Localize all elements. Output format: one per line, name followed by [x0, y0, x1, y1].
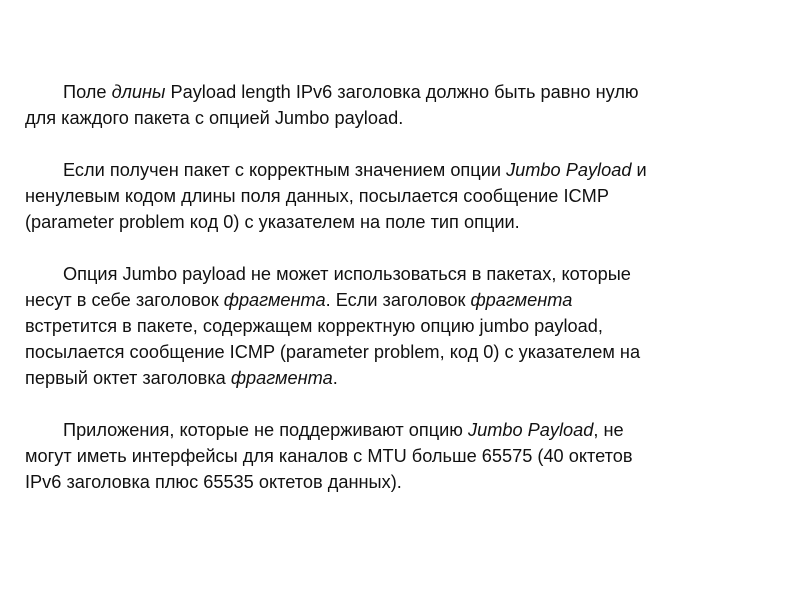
italic-text: Jumbo Payload	[467, 420, 594, 440]
text-segment: Payload length IPv6 заголовка должно быть равно нулю	[165, 82, 639, 102]
text-segment: IPv6 заголовка плюс 65535 октетов данных).	[25, 472, 402, 492]
text-line	[25, 105, 785, 131]
text-segment: для каждого пакета с опцией Jumbo payload.	[25, 108, 404, 128]
paragraph-4	[25, 417, 785, 495]
italic-text: Jumbo Payload	[506, 160, 632, 180]
paragraph-3	[25, 261, 785, 391]
text-line	[25, 417, 785, 443]
text-content	[25, 79, 785, 521]
text-segment: Если получен пакет с корректным значением опции	[63, 160, 507, 180]
text-segment: могут иметь интерфейсы для каналов с MTU больше 65575 (40 октетов	[25, 446, 633, 466]
text-segment: Приложения, которые не поддерживают опцию	[63, 420, 468, 440]
text-segment: несут в себе заголовок	[25, 290, 224, 310]
text-line	[25, 183, 785, 209]
text-segment: Опция Jumbo payload не может использоваться в пакетах, которые	[63, 264, 631, 284]
text-line	[25, 443, 785, 469]
text-segment: посылается сообщение ICMP (parameter problem, код 0) с указателем на	[25, 342, 641, 362]
text-line	[25, 157, 785, 183]
text-line	[25, 79, 785, 105]
text-line	[25, 209, 785, 235]
text-segment: ненулевым кодом длины поля данных, посылается сообщение ICMP	[25, 186, 609, 206]
text-segment: первый октет заголовка	[25, 368, 231, 388]
text-segment: , не	[593, 420, 624, 440]
text-segment: . Если заголовок	[325, 290, 471, 310]
text-line	[25, 365, 785, 391]
paragraph-2	[25, 157, 785, 235]
text-segment: (parameter problem код 0) с указателем на поле тип опции.	[25, 212, 520, 232]
text-line	[25, 313, 785, 339]
text-line	[25, 261, 785, 287]
text-line	[25, 339, 785, 365]
text-segment: .	[332, 368, 338, 388]
italic-text: фрагмента	[230, 368, 333, 388]
italic-text: фрагмента	[223, 290, 326, 310]
text-segment: и	[631, 160, 647, 180]
italic-text: фрагмента	[470, 290, 573, 310]
text-line	[25, 469, 785, 495]
italic-text: длины	[111, 82, 166, 102]
paragraph-1	[25, 79, 785, 131]
text-line	[25, 287, 785, 313]
text-segment: встретится в пакете, содержащем корректную опцию jumbo payload,	[25, 316, 603, 336]
text-segment: Поле	[63, 82, 112, 102]
